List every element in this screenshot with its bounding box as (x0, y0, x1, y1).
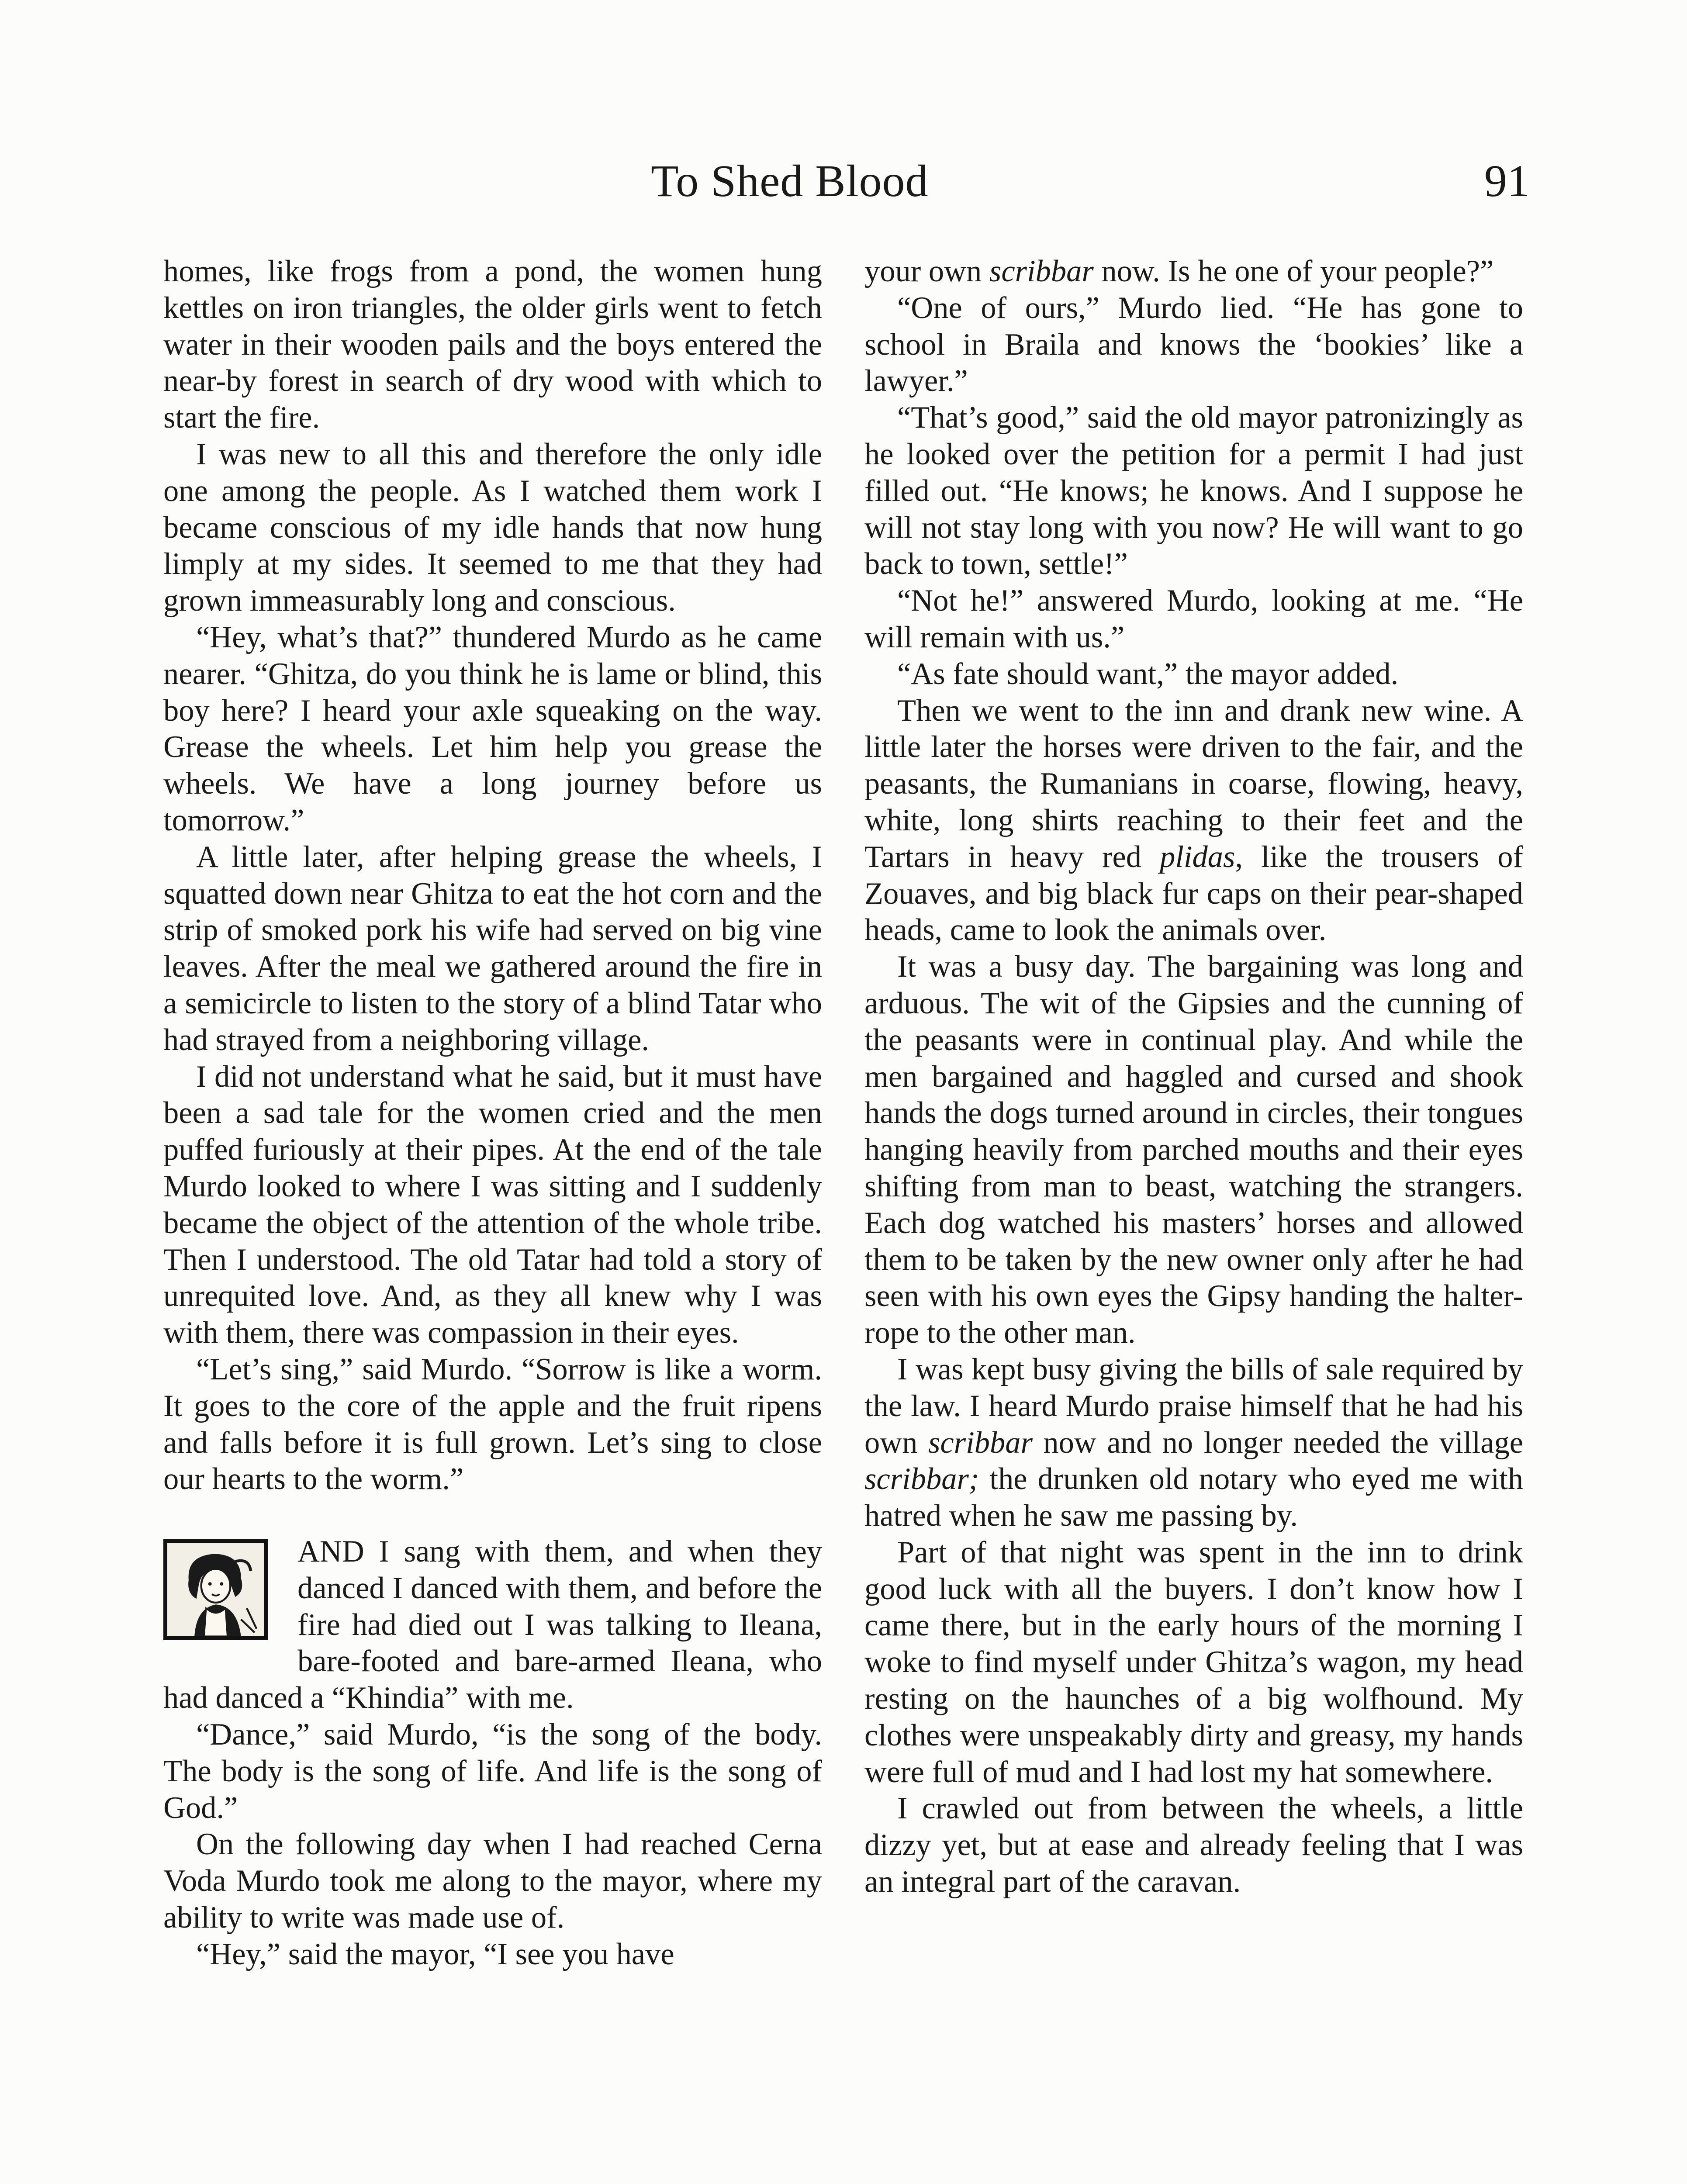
right_column-paragraph: your own scribbar now. Is he one of your people?” (864, 254, 1494, 288)
left_column-paragraph: I was new to all this and therefore the only idle one among the people. As I watched them work I became conscious of my idle hands that now hung limply at my sides. It seemed to me that they had grown immeasurably long and conscious. (163, 437, 822, 618)
left-column (163, 253, 822, 1973)
right_column-paragraph: Then we went to the inn and drank new wine. A little later the horses were driven to the fair, and the peasants, the Rumanians in coarse, flowing, heavy, white, long shirts reaching to their feet and the Tartars in heavy red plidas, like the trousers of Zouaves, and big black fur caps on their pear-shaped heads, came to look the animals over. (864, 693, 1524, 947)
right_column-paragraph: “That’s good,” said the old mayor patronizingly as he looked over the petition for a permit I had just filled out. “He knows; he knows. And I suppose he will not stay long with you now? He will want to go back to town, settle!” (864, 401, 1523, 581)
left-column-bottom (163, 1534, 822, 1973)
right_column-paragraph: I crawled out from between the wheels, a little dizzy yet, but at ease and already feeling that I was an integral part of the caravan. (864, 1791, 1523, 1899)
left_column_after-paragraph: “Dance,” said Murdo, “is the song of the body. The body is the song of life. And life is the song of God.” (163, 1717, 822, 1825)
right_column-paragraph: “One of ours,” Murdo lied. “He has gone to school in Braila and knows the ‘bookies’ like a lawyer.” (864, 290, 1523, 398)
right_column-paragraph: “As fate should want,” the mayor added. (897, 657, 1399, 691)
page-number: 91 (1484, 156, 1530, 206)
right_column-paragraph: “Not he!” answered Murdo, looking at me. “He will remain with us.” (864, 584, 1523, 654)
right_column-paragraph: It was a busy day. The bargaining was long and arduous. The wit of the Gipsies and the cunning of the peasants were in continual play. And while the men bargained and haggled and cursed and shook hands the dogs turned around in circles, their tongues hanging heavily from parched mouths and their eyes shifting from man to beast, watching the strangers. Each dog watched his masters’ horses and allowed them to be taken by the new owner only after he had seen with his own eyes the Gipsy handing the halter-rope to the other man. (864, 950, 1523, 1350)
left_column_after-paragraph: “Hey,” said the mayor, “I see you have (196, 1937, 674, 1971)
left_column-paragraph: A little later, after helping grease the wheels, I squatted down near Ghitza to eat the hot corn and the strip of smoked pork his wife had served on big vine leaves. After the meal we gathered around the fire in a semicircle to listen to the story of a blind Tatar who had strayed from a neighboring village. (163, 840, 822, 1057)
page-header (0, 0, 1687, 245)
right_column-paragraph: Part of that night was spent in the inn to drink good luck with all the buyers. I don’t know how I came there, but in the early hours of the morning I woke to find myself under Ghitza’s wagon, my head resting on the haunches of a big wolfhound. My clothes were unspeakably dirty and greasy, my hands were full of mud and I had lost my hat somewhere. (864, 1535, 1523, 1789)
drop-cap-illustration (163, 1539, 282, 1647)
right_column-paragraph: I was kept busy giving the bills of sale required by the law. I heard Murdo praise himself that he had his own scribbar now and no longer needed the village scribbar; the drunken old notary who eyed me with hatred when he saw me passing by. (864, 1352, 1524, 1533)
left-column-top (163, 253, 822, 1498)
left_column-paragraph: I did not understand what he said, but it must have been a sad tale for the women cried and the men puffed furiously at their pipes. At the end of the tale Murdo looked to where I was sitting and I suddenly became the object of the attention of the whole tribe. Then I understood. The old Tatar had told a story of unrequited love. And, as they all knew why I was with them, there was compassion in their eyes. (163, 1059, 822, 1350)
left_column_after-paragraph: On the following day when I had reached Cerna Voda Murdo took me along to the mayor, where my ability to write was made use of. (163, 1827, 822, 1935)
woman-portrait-icon (163, 1539, 268, 1640)
right-column (864, 253, 1523, 1901)
left_column_after-paragraph: AND I sang with them, and when they danced I danced with them, and before the fire had died out I was talking to Ileana, bare-footed and bare-armed Ileana, who had danced a “Khindia” with me. (163, 1534, 822, 1715)
left_column-paragraph: “Hey, what’s that?” thundered Murdo as he came nearer. “Ghitza, do you think he is lame or blind, this boy here? I heard your axle squeaking on the way. Grease the wheels. Let him help you grease the wheels. We have a long journey before us tomorrow.” (163, 620, 822, 837)
left_column-paragraph: homes, like frogs from a pond, the women hung kettles on iron triangles, the older girls went to fetch water in their wooden pails and the boys entered the near-by forest in search of dry wood with which to start the fire. (163, 254, 822, 435)
left_column-paragraph: “Let’s sing,” said Murdo. “Sorrow is like a worm. It goes to the core of the apple and the fruit ripens and falls before it is full grown. Let’s sing to close our hearts to the worm.” (163, 1352, 822, 1496)
running-title: To Shed Blood (651, 156, 929, 206)
